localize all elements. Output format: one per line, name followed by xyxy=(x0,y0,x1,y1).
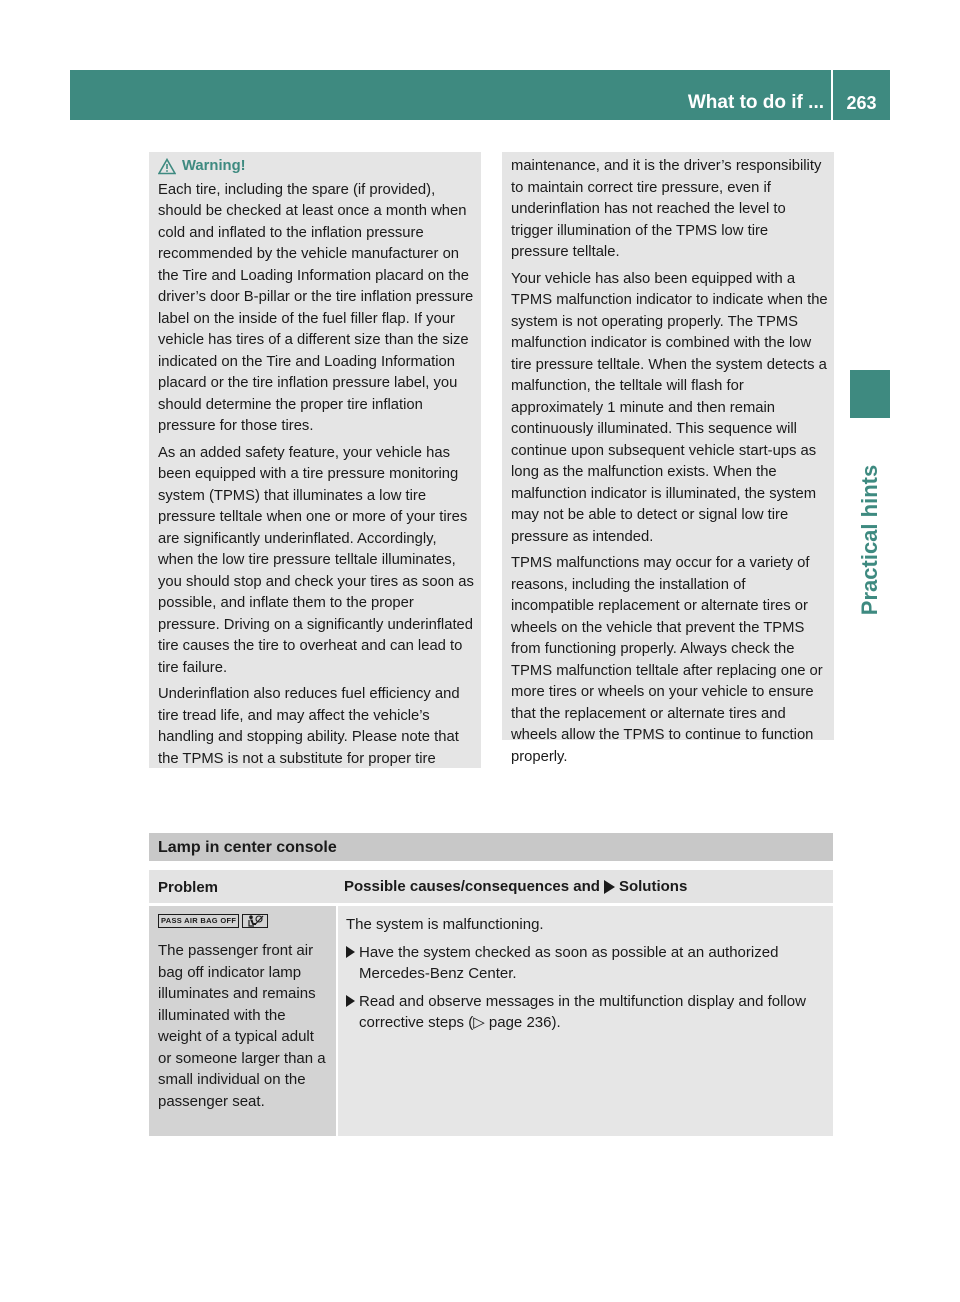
arrow-right-icon xyxy=(604,880,615,894)
step-arrow-icon xyxy=(346,946,355,958)
solution-cell xyxy=(338,906,833,1136)
column-header-problem: Problem xyxy=(158,879,219,896)
column-header-causes-text: Possible causes/consequences and xyxy=(344,877,600,895)
airbag-off-icon xyxy=(242,914,268,928)
solution-step-text: Read and observe messages in the multifunction display and follow corrective steps (▷ page 236). xyxy=(359,992,806,1031)
warning-paragraph: TPMS malfunctions may occur for a variety of reasons, including the installation of incompatible replacement or alternate tires or wheels on the vehicle that prevent the TPMS from functioning properly. Always check the TPMS malfunction telltale after replacing one or more tires or wheels on your vehicle to ensure that the replacement or alternate tires and wheels allow the TPMS to continue to function properly. xyxy=(511,555,823,765)
solution-step xyxy=(346,991,827,1034)
warning-paragraph: Your vehicle has also been equipped with a TPMS malfunction indicator to indicate when the system is not operating properly. The TPMS malfunction indicator is combined with the low tire pressure telltale. When the system detects a malfunction, the telltale will flash for approximately 1 minute and then remain continuously illuminated. This sequence will continue upon subsequent vehicle start-ups as long as the malfunction exists. When the malfunction indicator is illuminated, the system may not be able to detect or signal low tire pressure as intended. xyxy=(511,270,828,545)
warning-paragraph: As an added safety feature, your vehicle has been equipped with a tire pressure monitoring system (TPMS) that illuminates a low tire pressure telltale when one or more of your tires are significantly underinflated. Accordingly, when the low tire pressure telltale illuminates, you should stop and check your tires as soon as possible, and inflate them to the proper pressure. Driving on a significantly underinflated tire causes the tire to overheat and can lead to tire failure. xyxy=(158,444,474,676)
solution-step-text: Have the system checked as soon as possible at an authorized Mercedes-Benz Center. xyxy=(359,943,779,982)
warning-paragraph: Underinflation also reduces fuel efficiency and tire tread life, and may affect the vehicle’s handling and stopping ability. Please note that the TPMS is not a substitute for proper tire xyxy=(158,686,460,767)
section-heading: Lamp in center console xyxy=(149,833,833,861)
side-section-label: Practical hints xyxy=(857,464,882,616)
cause-text: The system is malfunctioning. xyxy=(346,916,544,933)
pass-airbag-off-label: PASS AIR BAG OFF xyxy=(158,914,239,928)
warning-box-left xyxy=(149,152,481,768)
problem-cell xyxy=(149,906,336,1136)
table-row xyxy=(149,906,833,1136)
side-tab xyxy=(850,370,890,418)
header-title: What to do if ... xyxy=(687,92,824,113)
warning-triangle-icon xyxy=(158,158,176,175)
warning-paragraph: Each tire, including the spare (if provided), should be checked at least once a month when cold and inflated to the inflation pressure recommended by the vehicle manufacturer on the Tire and Loading Information placard on the driver’s door B-pillar or the tire inflation pressure label on the inside of the fuel filler flap. If your vehicle has tires of a different size than the size indicated on the Tire and Loading Information placard or the tire inflation pressure label, you should determine the proper tire inflation pressure for those tires. xyxy=(158,181,474,434)
airbag-off-glyph xyxy=(245,915,265,927)
indicator-lamp xyxy=(158,914,330,928)
problem-table xyxy=(149,870,833,1136)
table-header xyxy=(149,870,833,903)
column-header-causes xyxy=(336,870,833,903)
warning-heading-text: Warning! xyxy=(182,158,246,174)
problem-description: The passenger front air bag off indicator lamp illuminates and remains illuminated with the weight of a typical adult or someone larger than a small individual on the passenger seat. xyxy=(158,942,326,1110)
page-number: 263 xyxy=(846,93,877,113)
warning-box-right xyxy=(502,152,834,765)
solution-step xyxy=(346,942,827,985)
column-header-solutions-text: Solutions xyxy=(618,877,688,895)
warning-paragraph: maintenance, and it is the driver’s responsibility to maintain correct tire pressure, even if underinflation has not reached the level to trigger illumination of the TPMS low tire pressure telltale. xyxy=(511,158,822,260)
warning-heading xyxy=(158,156,475,178)
step-arrow-icon xyxy=(346,995,355,1007)
